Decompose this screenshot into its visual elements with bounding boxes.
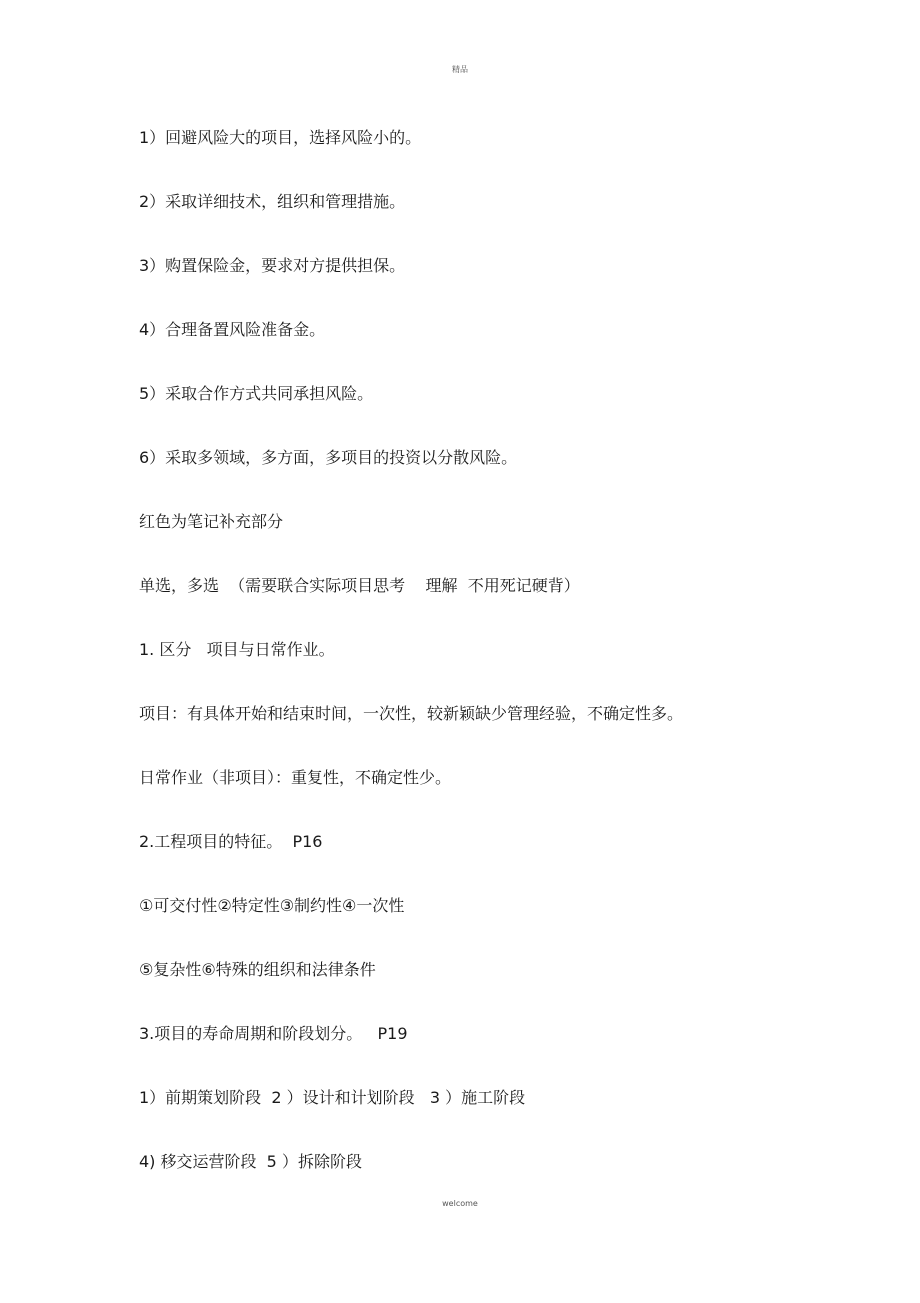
text-line: 5）采取合作方式共同承担风险。 (139, 384, 374, 403)
text-line: 1）前期策划阶段 2 ）设计和计划阶段 3 ）施工阶段 (139, 1088, 526, 1107)
page-footer: welcome (442, 1199, 478, 1208)
text-line: 单选，多选 （需要联合实际项目思考 理解 不用死记硬背） (139, 576, 580, 595)
text-line: 6）采取多领域，多方面，多项目的投资以分散风险。 (139, 448, 518, 467)
text-line: 2）采取详细技术，组织和管理措施。 (139, 192, 406, 211)
text-line: 3.项目的寿命周期和阶段划分。 P19 (139, 1024, 408, 1043)
text-line: 2.工程项目的特征。 P16 (139, 832, 323, 851)
page-header: 精品 (452, 65, 468, 74)
text-line: 3）购置保险金，要求对方提供担保。 (139, 256, 406, 275)
text-line: 日常作业（非项目）：重复性，不确定性少。 (139, 768, 452, 787)
text-line: 红色为笔记补充部分 (139, 512, 284, 531)
text-line: 项目：有具体开始和结束时间，一次性，较新颖缺少管理经验，不确定性多。 (139, 704, 684, 723)
text-line: ①可交付性②特定性③制约性④一次性 (139, 896, 405, 915)
text-line: 4) 移交运营阶段 5 ）拆除阶段 (139, 1152, 362, 1171)
text-line: 4）合理备置风险准备金。 (139, 320, 326, 339)
document-body (139, 124, 839, 1212)
text-line: 1. 区分 项目与日常作业。 (139, 640, 335, 659)
text-line: 1）回避风险大的项目，选择风险小的。 (139, 128, 422, 147)
text-line: ⑤复杂性⑥特殊的组织和法律条件 (139, 960, 376, 979)
